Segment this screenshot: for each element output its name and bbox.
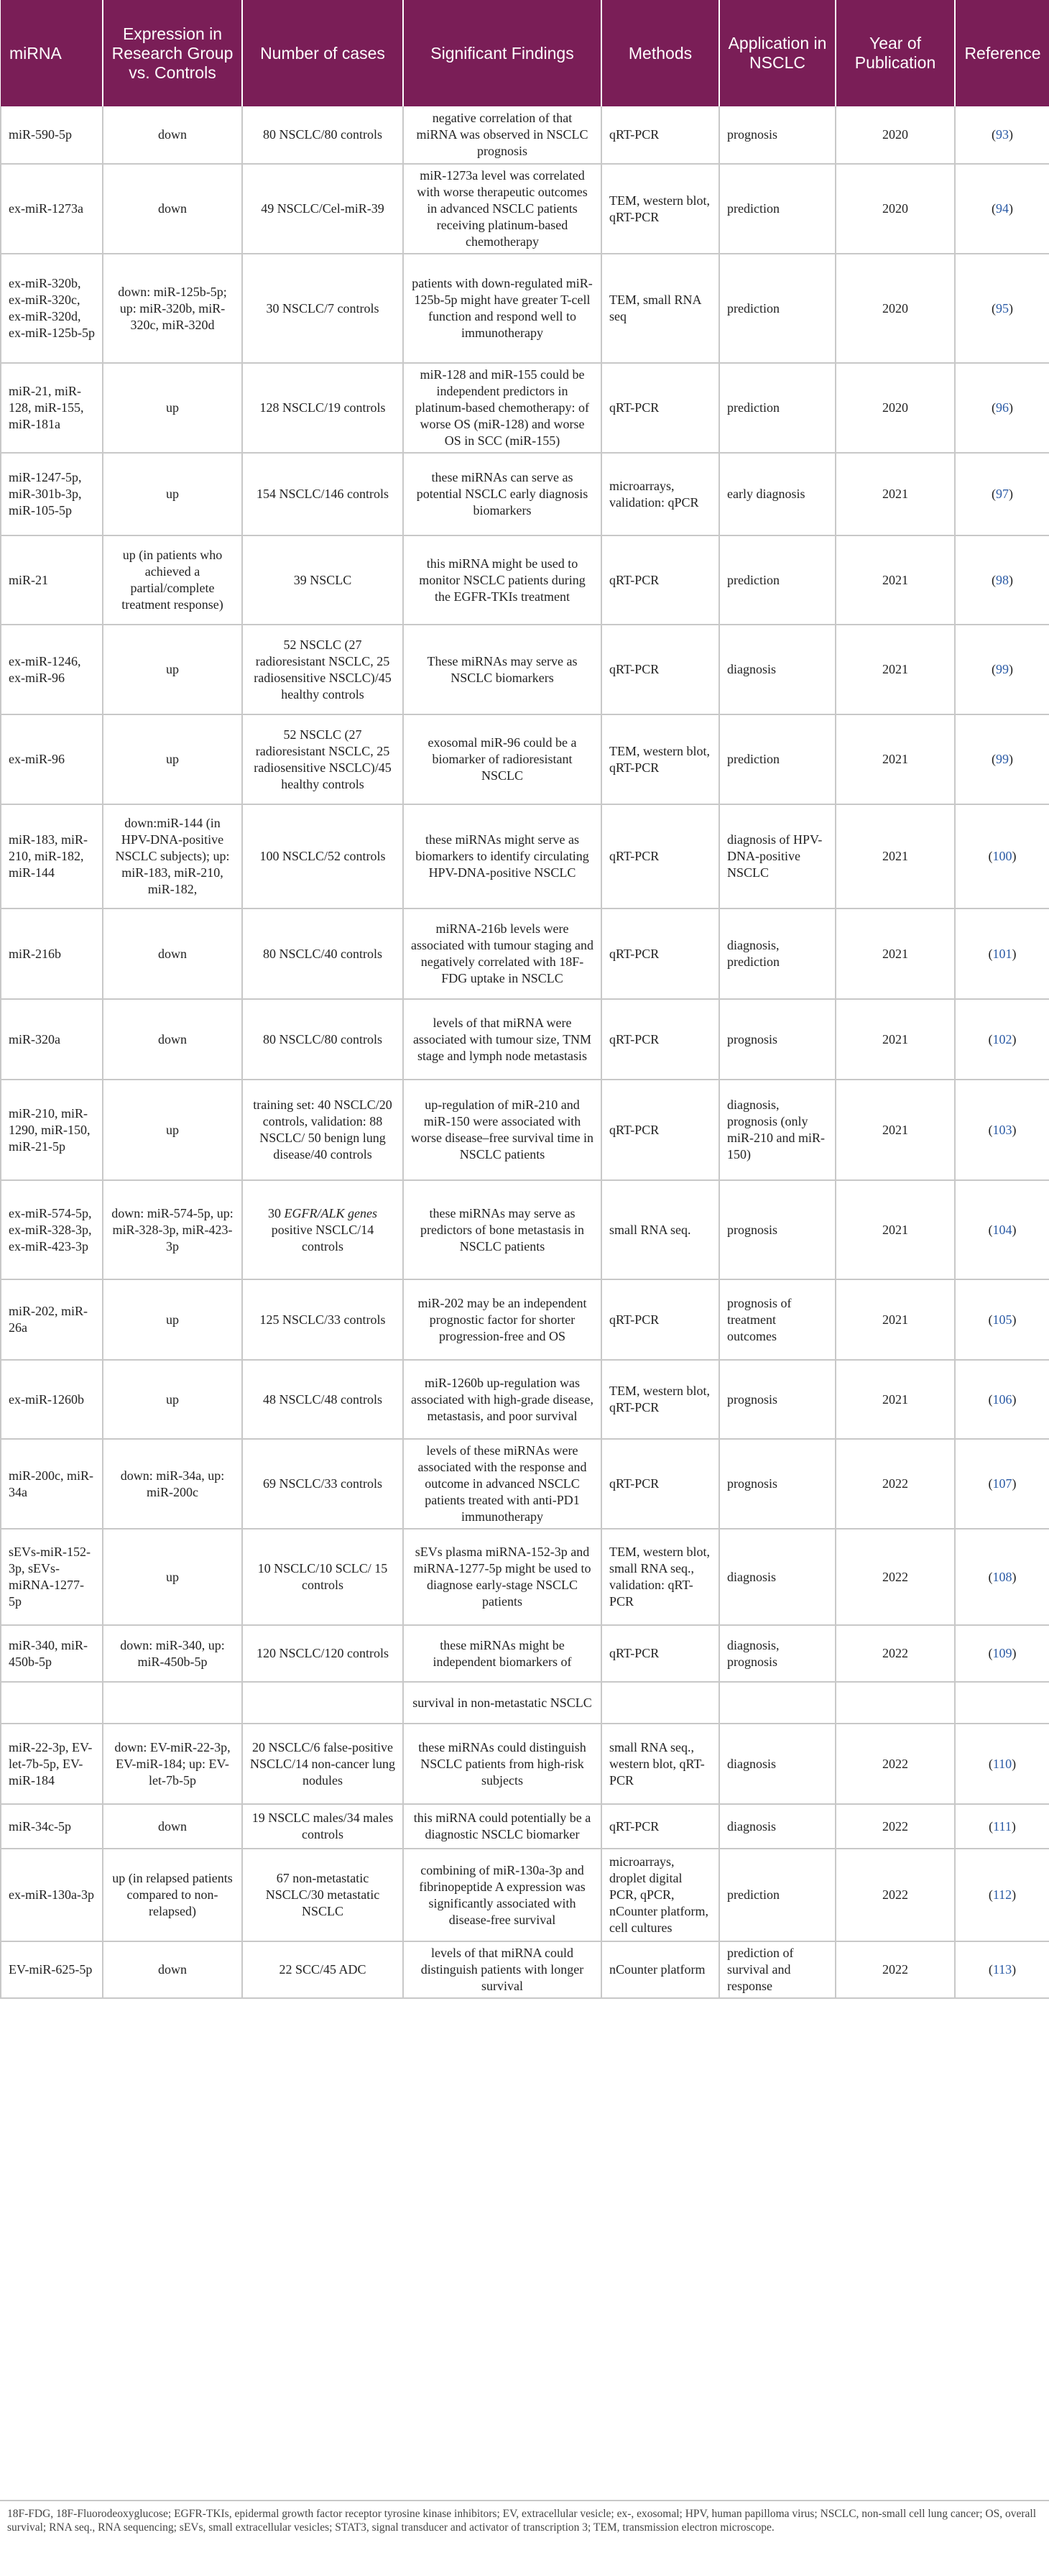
cell-cases: 67 non-metastatic NSCLC/30 metastatic NSCLC — [242, 1849, 403, 1941]
reference-link[interactable]: 110 — [992, 1756, 1012, 1771]
header-application: Application in NSCLC — [719, 0, 836, 106]
cell-expression: up — [103, 363, 242, 453]
cell-mirna: ex-miR-320b, ex-miR-320c, ex-miR-320d, ex-miR-125b-5p — [1, 254, 103, 363]
reference-link[interactable]: 96 — [996, 400, 1009, 415]
cell-expression: down: EV-miR-22-3p, EV-miR-184; up: EV-let-7b-5p — [103, 1724, 242, 1804]
cell-findings: these miRNAs may serve as predictors of bone metastasis in NSCLC patients — [403, 1180, 601, 1279]
cell-methods: TEM, western blot, qRT-PCR — [601, 714, 719, 804]
cell-methods: nCounter platform — [601, 1941, 719, 1998]
cell-reference[interactable]: (105) — [955, 1279, 1049, 1360]
reference-link[interactable]: 99 — [996, 752, 1009, 766]
cell-application: diagnosis, prognosis — [719, 1625, 836, 1682]
cell-expression: up — [103, 625, 242, 714]
table-row — [1, 1682, 1049, 1724]
cell-year: 2021 — [836, 453, 955, 535]
cell-reference[interactable]: (112) — [955, 1849, 1049, 1941]
cell-mirna: miR-210, miR-1290, miR-150, miR-21-5p — [1, 1080, 103, 1180]
reference-link[interactable]: 103 — [992, 1122, 1012, 1137]
cell-cases: 10 NSCLC/10 SCLC/ 15 controls — [242, 1529, 403, 1625]
cell-application: prognosis — [719, 1439, 836, 1529]
cell-reference[interactable]: (110) — [955, 1724, 1049, 1804]
cell-findings: this miRNA could potentially be a diagnostic NSCLC biomarker — [403, 1804, 601, 1849]
cell-reference[interactable]: (97) — [955, 453, 1049, 535]
cell-findings: sEVs plasma miRNA-152-3p and miRNA-1277-5p might be used to diagnose early-stage NSCLC patients — [403, 1529, 601, 1625]
cell-application: prediction — [719, 714, 836, 804]
cell-findings: These miRNAs may serve as NSCLC biomarkers — [403, 625, 601, 714]
reference-link[interactable]: 111 — [993, 1818, 1012, 1834]
cell-application: prediction — [719, 164, 836, 254]
cell-application: diagnosis — [719, 1529, 836, 1625]
table-row — [1, 1279, 1049, 1360]
cell-expression: up — [103, 1080, 242, 1180]
cell-expression — [103, 1682, 242, 1724]
cell-cases: 22 SCC/45 ADC — [242, 1941, 403, 1998]
table-row — [1, 363, 1049, 453]
cell-application: early diagnosis — [719, 453, 836, 535]
cell-mirna: miR-202, miR-26a — [1, 1279, 103, 1360]
header-row — [1, 0, 1049, 106]
table-row — [1, 1625, 1049, 1682]
cell-mirna: ex-miR-96 — [1, 714, 103, 804]
cell-application — [719, 1682, 836, 1724]
cell-reference[interactable]: (102) — [955, 999, 1049, 1080]
cell-reference[interactable]: (95) — [955, 254, 1049, 363]
table-row — [1, 1180, 1049, 1279]
cell-expression: up — [103, 453, 242, 535]
cell-reference[interactable]: (106) — [955, 1360, 1049, 1439]
cell-expression: up — [103, 1360, 242, 1439]
header-findings: Significant Findings — [403, 0, 601, 106]
cell-cases: 120 NSCLC/120 controls — [242, 1625, 403, 1682]
reference-link[interactable]: 104 — [992, 1222, 1012, 1237]
table-row — [1, 535, 1049, 625]
cell-year: 2020 — [836, 363, 955, 453]
cell-mirna: sEVs-miR-152-3p, sEVs-miRNA-1277-5p — [1, 1529, 103, 1625]
cell-findings: miR-202 may be an independent prognostic factor for shorter progression-free and OS — [403, 1279, 601, 1360]
cell-application: prognosis — [719, 1180, 836, 1279]
cell-year: 2022 — [836, 1804, 955, 1849]
cell-application: diagnosis — [719, 1804, 836, 1849]
header-year: Year of Publication — [836, 0, 955, 106]
cell-year: 2021 — [836, 1279, 955, 1360]
cell-expression: up (in relapsed patients compared to non-relapsed) — [103, 1849, 242, 1941]
cell-mirna: miR-216b — [1, 908, 103, 999]
cell-methods: qRT-PCR — [601, 1625, 719, 1682]
cell-year: 2020 — [836, 254, 955, 363]
cell-mirna: ex-miR-1273a — [1, 164, 103, 254]
reference-link[interactable]: 94 — [996, 201, 1009, 216]
cell-mirna: miR-1247-5p, miR-301b-3p, miR-105-5p — [1, 453, 103, 535]
cell-application: prediction — [719, 1849, 836, 1941]
cell-expression: up (in patients who achieved a partial/complete treatment response) — [103, 535, 242, 625]
reference-link[interactable]: 113 — [992, 1962, 1012, 1977]
cell-methods: qRT-PCR — [601, 363, 719, 453]
cell-methods: qRT-PCR — [601, 1080, 719, 1180]
cell-application: diagnosis, prognosis (only miR-210 and miR-150) — [719, 1080, 836, 1180]
table-row — [1, 1080, 1049, 1180]
reference-link[interactable]: 102 — [992, 1031, 1012, 1046]
cell-application: prediction — [719, 535, 836, 625]
cell-reference[interactable]: (111) — [955, 1804, 1049, 1849]
cell-findings: these miRNAs can serve as potential NSCLC early diagnosis biomarkers — [403, 453, 601, 535]
cell-year: 2020 — [836, 106, 955, 164]
cell-cases: 30 NSCLC/7 controls — [242, 254, 403, 363]
cell-methods: qRT-PCR — [601, 1279, 719, 1360]
cell-mirna: EV-miR-625-5p — [1, 1941, 103, 1998]
cell-cases: 30 EGFR/ALK genes positive NSCLC/14 controls — [242, 1180, 403, 1279]
cell-cases: 69 NSCLC/33 controls — [242, 1439, 403, 1529]
cell-year — [836, 1682, 955, 1724]
cell-cases: 125 NSCLC/33 controls — [242, 1279, 403, 1360]
cell-year: 2021 — [836, 535, 955, 625]
table-row — [1, 1724, 1049, 1804]
cell-expression: up — [103, 714, 242, 804]
cell-mirna: ex-miR-130a-3p — [1, 1849, 103, 1941]
cell-expression: up — [103, 1529, 242, 1625]
cell-methods: qRT-PCR — [601, 535, 719, 625]
cell-expression: down — [103, 999, 242, 1080]
cell-application: prediction — [719, 254, 836, 363]
cell-findings: patients with down-regulated miR-125b-5p might have greater T-cell function and respond well to immunotherapy — [403, 254, 601, 363]
cell-application: prediction of survival and response — [719, 1941, 836, 1998]
cell-mirna: ex-miR-1246, ex-miR-96 — [1, 625, 103, 714]
cell-mirna: ex-miR-574-5p, ex-miR-328-3p, ex-miR-423-3p — [1, 1180, 103, 1279]
table-row — [1, 714, 1049, 804]
cell-findings: these miRNAs could distinguish NSCLC patients from high-risk subjects — [403, 1724, 601, 1804]
cell-reference[interactable]: (93) — [955, 106, 1049, 164]
table-row — [1, 1360, 1049, 1439]
footnote-divider — [0, 2500, 1049, 2501]
table-row — [1, 254, 1049, 363]
cell-findings: negative correlation of that miRNA was observed in NSCLC prognosis — [403, 106, 601, 164]
reference-link[interactable]: 98 — [996, 572, 1009, 587]
cell-reference[interactable]: (109) — [955, 1625, 1049, 1682]
cell-expression: down — [103, 908, 242, 999]
table-body — [1, 106, 1049, 1998]
cell-findings: miR-1273a level was correlated with worse therapeutic outcomes in advanced NSCLC patients receiving platinum-based chemotherapy — [403, 164, 601, 254]
cell-application: diagnosis — [719, 625, 836, 714]
cell-mirna: miR-183, miR-210, miR-182, miR-144 — [1, 804, 103, 908]
gene-names: EGFR/ALK genes — [284, 1205, 377, 1220]
cell-application: diagnosis — [719, 1724, 836, 1804]
cell-year: 2021 — [836, 1080, 955, 1180]
reference-link[interactable]: 93 — [996, 127, 1009, 142]
reference-link[interactable]: 100 — [992, 849, 1012, 863]
cell-expression: down: miR-34a, up: miR-200c — [103, 1439, 242, 1529]
cell-cases: 80 NSCLC/80 controls — [242, 999, 403, 1080]
table-row — [1, 1529, 1049, 1625]
cell-findings: combining of miR-130a-3p and fibrinopeptide A expression was significantly associated with disease-free survival — [403, 1849, 601, 1941]
cell-expression: down — [103, 106, 242, 164]
cell-findings: miR-128 and miR-155 could be independent predictors in platinum-based chemotherapy: of worse OS (miR-128) and worse OS in SCC (miR-155) — [403, 363, 601, 453]
cell-reference[interactable]: (113) — [955, 1941, 1049, 1998]
cell-methods: TEM, western blot, small RNA seq., validation: qRT-PCR — [601, 1529, 719, 1625]
cell-mirna: miR-320a — [1, 999, 103, 1080]
cell-application: prognosis — [719, 106, 836, 164]
cell-mirna: miR-200c, miR-34a — [1, 1439, 103, 1529]
cell-cases — [242, 1682, 403, 1724]
cell-findings: these miRNAs might be independent biomarkers of — [403, 1625, 601, 1682]
cell-findings: miR-1260b up-regulation was associated with high-grade disease, metastasis, and poor survival — [403, 1360, 601, 1439]
table-row — [1, 106, 1049, 164]
table-row — [1, 804, 1049, 908]
cell-reference[interactable]: (98) — [955, 535, 1049, 625]
cell-reference[interactable]: (99) — [955, 625, 1049, 714]
cell-findings: this miRNA might be used to monitor NSCLC patients during the EGFR-TKIs treatment — [403, 535, 601, 625]
cell-cases: 80 NSCLC/80 controls — [242, 106, 403, 164]
cell-findings: these miRNAs might serve as biomarkers to identify circulating HPV-DNA-positive NSCLC — [403, 804, 601, 908]
cell-application: diagnosis, prediction — [719, 908, 836, 999]
cell-year: 2020 — [836, 164, 955, 254]
table-row — [1, 999, 1049, 1080]
cell-expression: down: miR-340, up: miR-450b-5p — [103, 1625, 242, 1682]
reference-link[interactable]: 97 — [996, 487, 1009, 501]
cell-expression: up — [103, 1279, 242, 1360]
cell-methods: qRT-PCR — [601, 1804, 719, 1849]
table-row — [1, 1941, 1049, 1998]
table-row — [1, 908, 1049, 999]
reference-link[interactable]: 109 — [992, 1646, 1012, 1660]
cell-methods: qRT-PCR — [601, 804, 719, 908]
header-cases: Number of cases — [242, 0, 403, 106]
cell-reference[interactable]: (96) — [955, 363, 1049, 453]
cell-cases: 154 NSCLC/146 controls — [242, 453, 403, 535]
cell-methods: qRT-PCR — [601, 106, 719, 164]
cell-cases: 80 NSCLC/40 controls — [242, 908, 403, 999]
cell-methods: TEM, western blot, qRT-PCR — [601, 1360, 719, 1439]
cell-reference[interactable]: (94) — [955, 164, 1049, 254]
cell-findings: exosomal miR-96 could be a biomarker of radioresistant NSCLC — [403, 714, 601, 804]
reference-link[interactable]: 95 — [996, 300, 1009, 316]
cell-methods: qRT-PCR — [601, 1439, 719, 1529]
cell-methods: qRT-PCR — [601, 908, 719, 999]
cell-mirna: ex-miR-1260b — [1, 1360, 103, 1439]
cell-application: prediction — [719, 363, 836, 453]
cell-expression: down — [103, 164, 242, 254]
cell-findings: up-regulation of miR-210 and miR-150 were associated with worse disease–free survival time in NSCLC patients — [403, 1080, 601, 1180]
cell-reference[interactable]: (104) — [955, 1180, 1049, 1279]
cell-reference[interactable]: (103) — [955, 1080, 1049, 1180]
cell-findings: miRNA-216b levels were associated with tumour staging and negatively correlated with 18F-FDG uptake in NSCLC — [403, 908, 601, 999]
header-expression: Expression in Research Group vs. Controls — [103, 0, 242, 106]
cell-reference[interactable]: (99) — [955, 714, 1049, 804]
cell-year: 2021 — [836, 804, 955, 908]
cell-reference[interactable]: (108) — [955, 1529, 1049, 1625]
cell-year: 2022 — [836, 1529, 955, 1625]
cell-cases: 52 NSCLC (27 radioresistant NSCLC, 25 radiosensitive NSCLC)/45 healthy controls — [242, 625, 403, 714]
cell-year: 2021 — [836, 908, 955, 999]
header-methods: Methods — [601, 0, 719, 106]
cell-findings: survival in non-metastatic NSCLC — [403, 1682, 601, 1724]
reference-link[interactable]: 101 — [992, 946, 1012, 961]
reference-link[interactable]: 112 — [992, 1887, 1012, 1902]
cell-cases: 52 NSCLC (27 radioresistant NSCLC, 25 radiosensitive NSCLC)/45 healthy controls — [242, 714, 403, 804]
cell-year: 2022 — [836, 1439, 955, 1529]
cell-methods: small RNA seq., western blot, qRT-PCR — [601, 1724, 719, 1804]
cell-findings: levels of that miRNA could distinguish patients with longer survival — [403, 1941, 601, 1998]
cell-mirna: miR-21, miR-128, miR-155, miR-181a — [1, 363, 103, 453]
cell-year: 2021 — [836, 714, 955, 804]
cell-application: prognosis — [719, 999, 836, 1080]
table-row — [1, 1849, 1049, 1941]
cell-year: 2022 — [836, 1724, 955, 1804]
table-footnote: 18F-FDG, 18F-Fluorodeoxyglucose; EGFR-TKIs, epidermal growth factor receptor tyrosine kinase inhibitors; EV, extracellular vesicle; ex-, exosomal; HPV, human papilloma virus; NSCLC, non-small cell lung cancer; OS, overall survival; RNA seq., RNA sequencing; sEVs, small extracellular vesicles; STAT3, signal transducer and activator of transcription 3; TEM, transmission electron microscope. — [7, 2508, 1037, 2534]
cell-mirna: miR-340, miR-450b-5p — [1, 1625, 103, 1682]
cell-cases: 19 NSCLC males/34 males controls — [242, 1804, 403, 1849]
cell-methods: microarrays, droplet digital PCR, qPCR, nCounter platform, cell cultures — [601, 1849, 719, 1941]
cell-methods: TEM, small RNA seq — [601, 254, 719, 363]
cell-methods: microarrays, validation: qPCR — [601, 453, 719, 535]
reference-link[interactable]: 99 — [996, 662, 1009, 676]
cell-mirna — [1, 1682, 103, 1724]
table-row — [1, 453, 1049, 535]
cell-year: 2021 — [836, 625, 955, 714]
cell-mirna: miR-21 — [1, 535, 103, 625]
header-reference: Reference — [955, 0, 1049, 106]
reference-link[interactable]: 107 — [992, 1476, 1012, 1491]
cell-methods — [601, 1682, 719, 1724]
cell-cases: 20 NSCLC/6 false-positive NSCLC/14 non-cancer lung nodules — [242, 1724, 403, 1804]
cell-reference[interactable] — [955, 1682, 1049, 1724]
cell-reference[interactable]: (107) — [955, 1439, 1049, 1529]
cell-findings: levels of these miRNAs were associated with the response and outcome in advanced NSCLC patients treated with anti-PD1 immunotherapy — [403, 1439, 601, 1529]
cell-cases: 100 NSCLC/52 controls — [242, 804, 403, 908]
cell-methods: qRT-PCR — [601, 625, 719, 714]
cell-findings: levels of that miRNA were associated with tumour size, TNM stage and lymph node metastasis — [403, 999, 601, 1080]
cell-year: 2021 — [836, 1360, 955, 1439]
cell-cases: 49 NSCLC/Cel-miR-39 — [242, 164, 403, 254]
cell-mirna: miR-590-5p — [1, 106, 103, 164]
cell-year: 2022 — [836, 1941, 955, 1998]
cell-mirna: miR-22-3p, EV-let-7b-5p, EV-miR-184 — [1, 1724, 103, 1804]
cell-expression: down — [103, 1941, 242, 1998]
cell-expression: down:miR-144 (in HPV-DNA-positive NSCLC subjects); up: miR-183, miR-210, miR-182, — [103, 804, 242, 908]
cell-mirna: miR-34c-5p — [1, 1804, 103, 1849]
cell-expression: down — [103, 1804, 242, 1849]
cell-cases: 39 NSCLC — [242, 535, 403, 625]
cell-application: diagnosis of HPV-DNA-positive NSCLC — [719, 804, 836, 908]
cell-cases: training set: 40 NSCLC/20 controls, validation: 88 NSCLC/ 50 benign lung disease/40 controls — [242, 1080, 403, 1180]
cell-application: prognosis — [719, 1360, 836, 1439]
cell-methods: TEM, western blot, qRT-PCR — [601, 164, 719, 254]
reference-link[interactable]: 108 — [992, 1569, 1012, 1584]
table-row — [1, 1439, 1049, 1529]
cell-methods: qRT-PCR — [601, 999, 719, 1080]
cell-cases: 48 NSCLC/48 controls — [242, 1360, 403, 1439]
table-row — [1, 1804, 1049, 1849]
cell-expression: down: miR-125b-5p; up: miR-320b, miR-320c, miR-320d — [103, 254, 242, 363]
cell-cases: 128 NSCLC/19 controls — [242, 363, 403, 453]
cell-reference[interactable]: (100) — [955, 804, 1049, 908]
cell-methods: small RNA seq. — [601, 1180, 719, 1279]
cell-expression: down: miR-574-5p, up: miR-328-3p, miR-423-3p — [103, 1180, 242, 1279]
cell-application: prognosis of treatment outcomes — [719, 1279, 836, 1360]
cell-year: 2022 — [836, 1849, 955, 1941]
cell-year: 2022 — [836, 1625, 955, 1682]
cell-year: 2021 — [836, 1180, 955, 1279]
table-row — [1, 164, 1049, 254]
cell-reference[interactable]: (101) — [955, 908, 1049, 999]
table-row — [1, 625, 1049, 714]
reference-link[interactable]: 105 — [992, 1312, 1012, 1327]
reference-link[interactable]: 106 — [992, 1392, 1012, 1407]
header-mirna: miRNA — [1, 0, 103, 106]
cell-year: 2021 — [836, 999, 955, 1080]
